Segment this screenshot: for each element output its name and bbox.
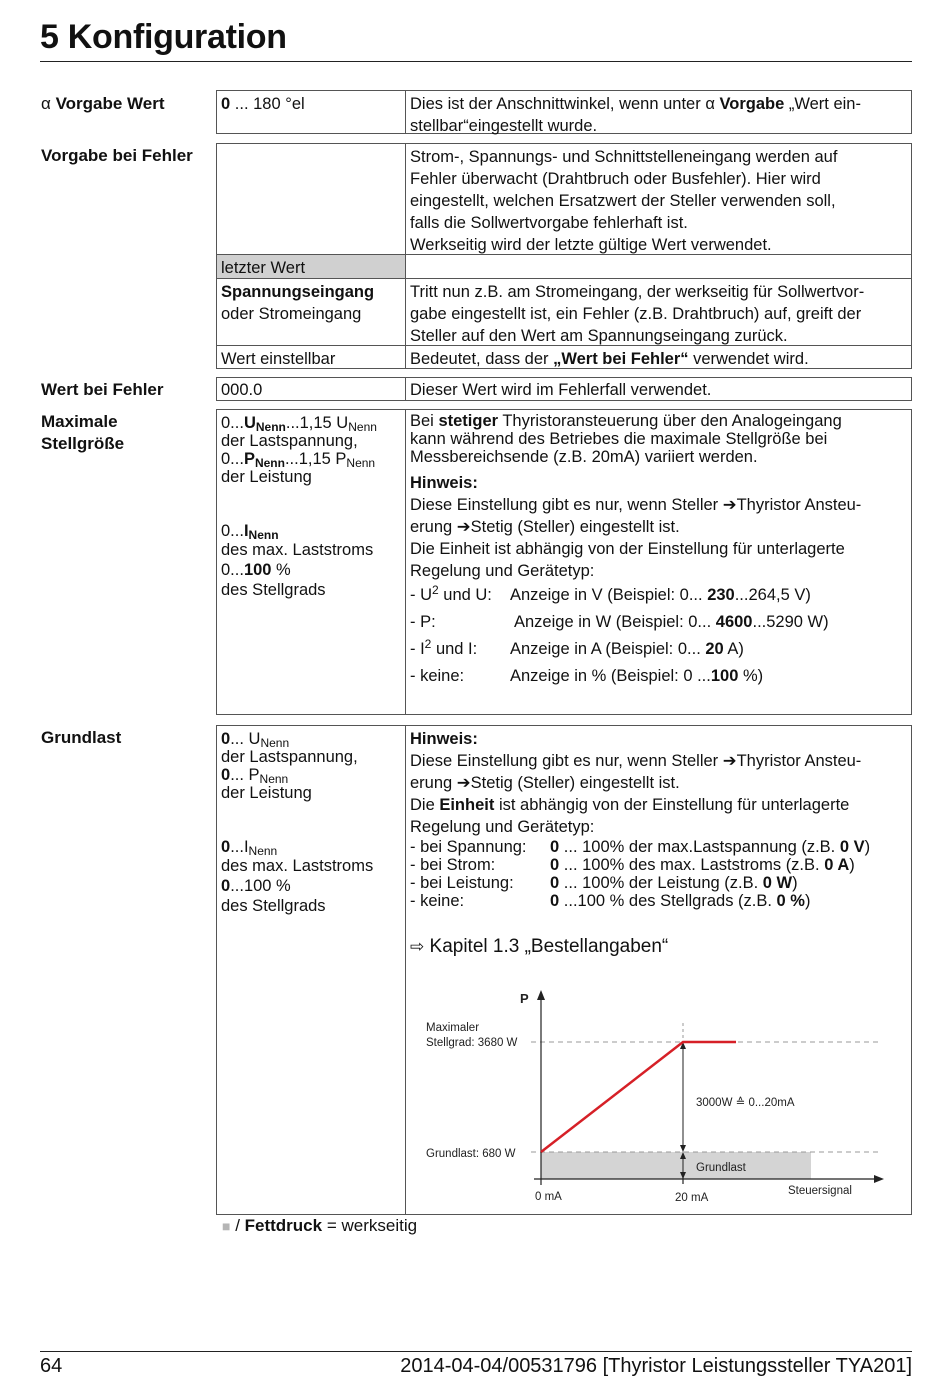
x-axis-arrow-icon [874, 1175, 884, 1183]
hinweis-heading: Hinweis: [410, 474, 478, 492]
row-label-vorgabe-bei-fehler: Vorgabe bei Fehler [41, 146, 193, 165]
base-label: Grundlast: 680 W [426, 1148, 516, 1160]
hinweis-heading: Hinweis: [410, 730, 478, 748]
alpha-description: Dies ist der Anschnittwinkel, wenn unter α Vorgabe „Wert ein- stellbar“eingestellt wurde. [410, 95, 861, 135]
x-tick-label-0ma: 0 mA [535, 1191, 562, 1203]
option-wert-einstellbar: Wert einstellbar [221, 350, 336, 368]
grundlast-diagram [406, 985, 906, 1210]
max-label-line1: Maximaler [426, 1022, 480, 1034]
wert-description: Dieser Wert wird im Fehlerfall verwendet. [410, 381, 712, 399]
page-title: 5 Konfiguration [40, 18, 287, 56]
option-spannungseingang: Spannungseingang oder Stromeingang [221, 283, 375, 323]
x-axis-label: Steuersignal [788, 1185, 852, 1197]
x-tick-label-20ma: 20 mA [675, 1192, 709, 1204]
area-label: Grundlast [696, 1162, 746, 1174]
arrow-outline-right-icon: ⇨ [410, 937, 425, 956]
maximale-ranges: $0...U_{Nenn}...1,15$ $U_{Nenn}$ der Lastspannung, $0...P_{Nenn}...1,15$ $P_{Nenn}$ der Leistung $0...I_{Nenn}$ des max. Laststroms 0...100 % des Stellgrads [221, 414, 377, 599]
legend: ■ / Fettdruck = werkseitig [222, 1216, 418, 1235]
row-label-grundlast: Grundlast [41, 728, 122, 747]
page-number: 64 [40, 1355, 63, 1377]
row-label-alpha-vorgabe: α Vorgabe Wert [41, 94, 165, 113]
table-alpha [216, 90, 912, 134]
header-rule [40, 61, 912, 62]
arrow-right-icon: ➔ [456, 518, 471, 536]
table-maximale-stellgroesse [216, 409, 912, 715]
footer-rule [40, 1351, 912, 1352]
grundlast-area [541, 1152, 811, 1179]
table-wert-bei-fehler [216, 377, 912, 401]
grundlast-ranges: 0... $U_{Nenn}$ der Lastspannung, 0... $P_{Nenn}$ der Leistung $0...I_{Nenn}$ des max. Laststroms 0...100 % des Stellgrads [221, 730, 374, 915]
arrow-right-icon: ➔ [456, 774, 471, 792]
alpha-symbol: α [41, 94, 51, 113]
arrow-right-icon: ➔ [722, 752, 737, 770]
wert-value: 000.0 [221, 381, 263, 399]
range-arrow-down-icon [680, 1145, 686, 1152]
max-label-line2: Stellgrad: 3680 W [426, 1037, 518, 1049]
row-label-maximale-stellgroesse: Maximale Stellgröße [41, 412, 125, 453]
arrow-right-icon: ➔ [722, 496, 737, 514]
option-wert-einstellbar-desc: Bedeutet, dass der „Wert bei Fehler“ verwendet wird. [410, 350, 809, 368]
table-vorgabe-bei-fehler [216, 143, 912, 369]
grey-square-icon: ■ [222, 1218, 231, 1234]
chapter-reference-link: Kapitel 1.3 „Bestellangaben“ [429, 936, 669, 957]
y-axis-arrow-icon [537, 990, 545, 1000]
chapter-reference[interactable] [410, 936, 907, 958]
range-label: 3000W ≙ 0...20mA [696, 1097, 795, 1109]
vorgabe-intro: Strom-, Spannungs- und Schnittstelleneingang werden auf Fehler überwacht (Drahtbruch oder Busfehler). Hier wird eingestellt, welchen Ersatzwert der Steller verwenden soll, falls die Sollwertvorgabe fehlerhaft ist. Werkseitig wird der letzte gültige Wert verwendet. [410, 148, 838, 254]
option-spannungseingang-desc: Tritt nun z.B. am Stromeingang, der werkseitig für Sollwertvor- gabe eingestellt ist, ein Fehler (z.B. Drahtbruch) auf, greift der Steller auf den Wert am Spannungseingang zurück. [410, 283, 865, 345]
alpha-range: 0 ... 180 °el [221, 95, 305, 113]
y-axis-label: P [520, 991, 529, 1006]
maximale-description: Bei stetiger Thyristoransteuerung über den Analogeingang kann während des Betriebes die maximale Stellgröße bei Messbereichsende (z.B. 20mA) variiert werden. Hinweis: Diese Einstellung gibt es nur, wenn Steller ➔Thyristor Ansteu- erung ➔Stetig (Steller) eingestellt ist. Die Einheit ist abhängig von der Einstellung für unterlagerte Regelung und Gerätetyp: - $U^2$ und U: Anzeige in V (Beispiel: 0... 230...264,5 V) - P: Anzeige in W (Beispiel: 0... 4600...5290 W) - $I^2$ und I: Anzeige in A (Beispiel: 0... 20 A) - keine: Anzeige in % (Beispiel: 0 ...100 %) [410, 412, 862, 685]
row-label-wert-bei-fehler: Wert bei Fehler [41, 380, 164, 399]
grundlast-description: Hinweis: Diese Einstellung gibt es nur, wenn Steller ➔Thyristor Ansteu- erung ➔Stetig (Steller) eingestellt ist. Die Einheit ist abhängig von der Einstellung für unterlagerte Regelung und Gerätetyp: - bei Spannung: 0 ... 100% der max.Lastspannung (z.B. 0 V) - bei Strom: 0 ... 100% des max. Laststroms (z.B. 0 A) - bei Leistung: 0 ... 100% der Leistung (z.B. 0 W) - keine: 0 ...100 % des Stellgrads (z.B. 0 %) ⇨ Kapitel 1.3 „Bestellangaben“ [406, 726, 911, 960]
option-letzter-wert: letzter Wert [217, 255, 405, 278]
document-reference: 2014-04-04/00531796 [Thyristor Leistungssteller TYA201] [400, 1355, 912, 1377]
